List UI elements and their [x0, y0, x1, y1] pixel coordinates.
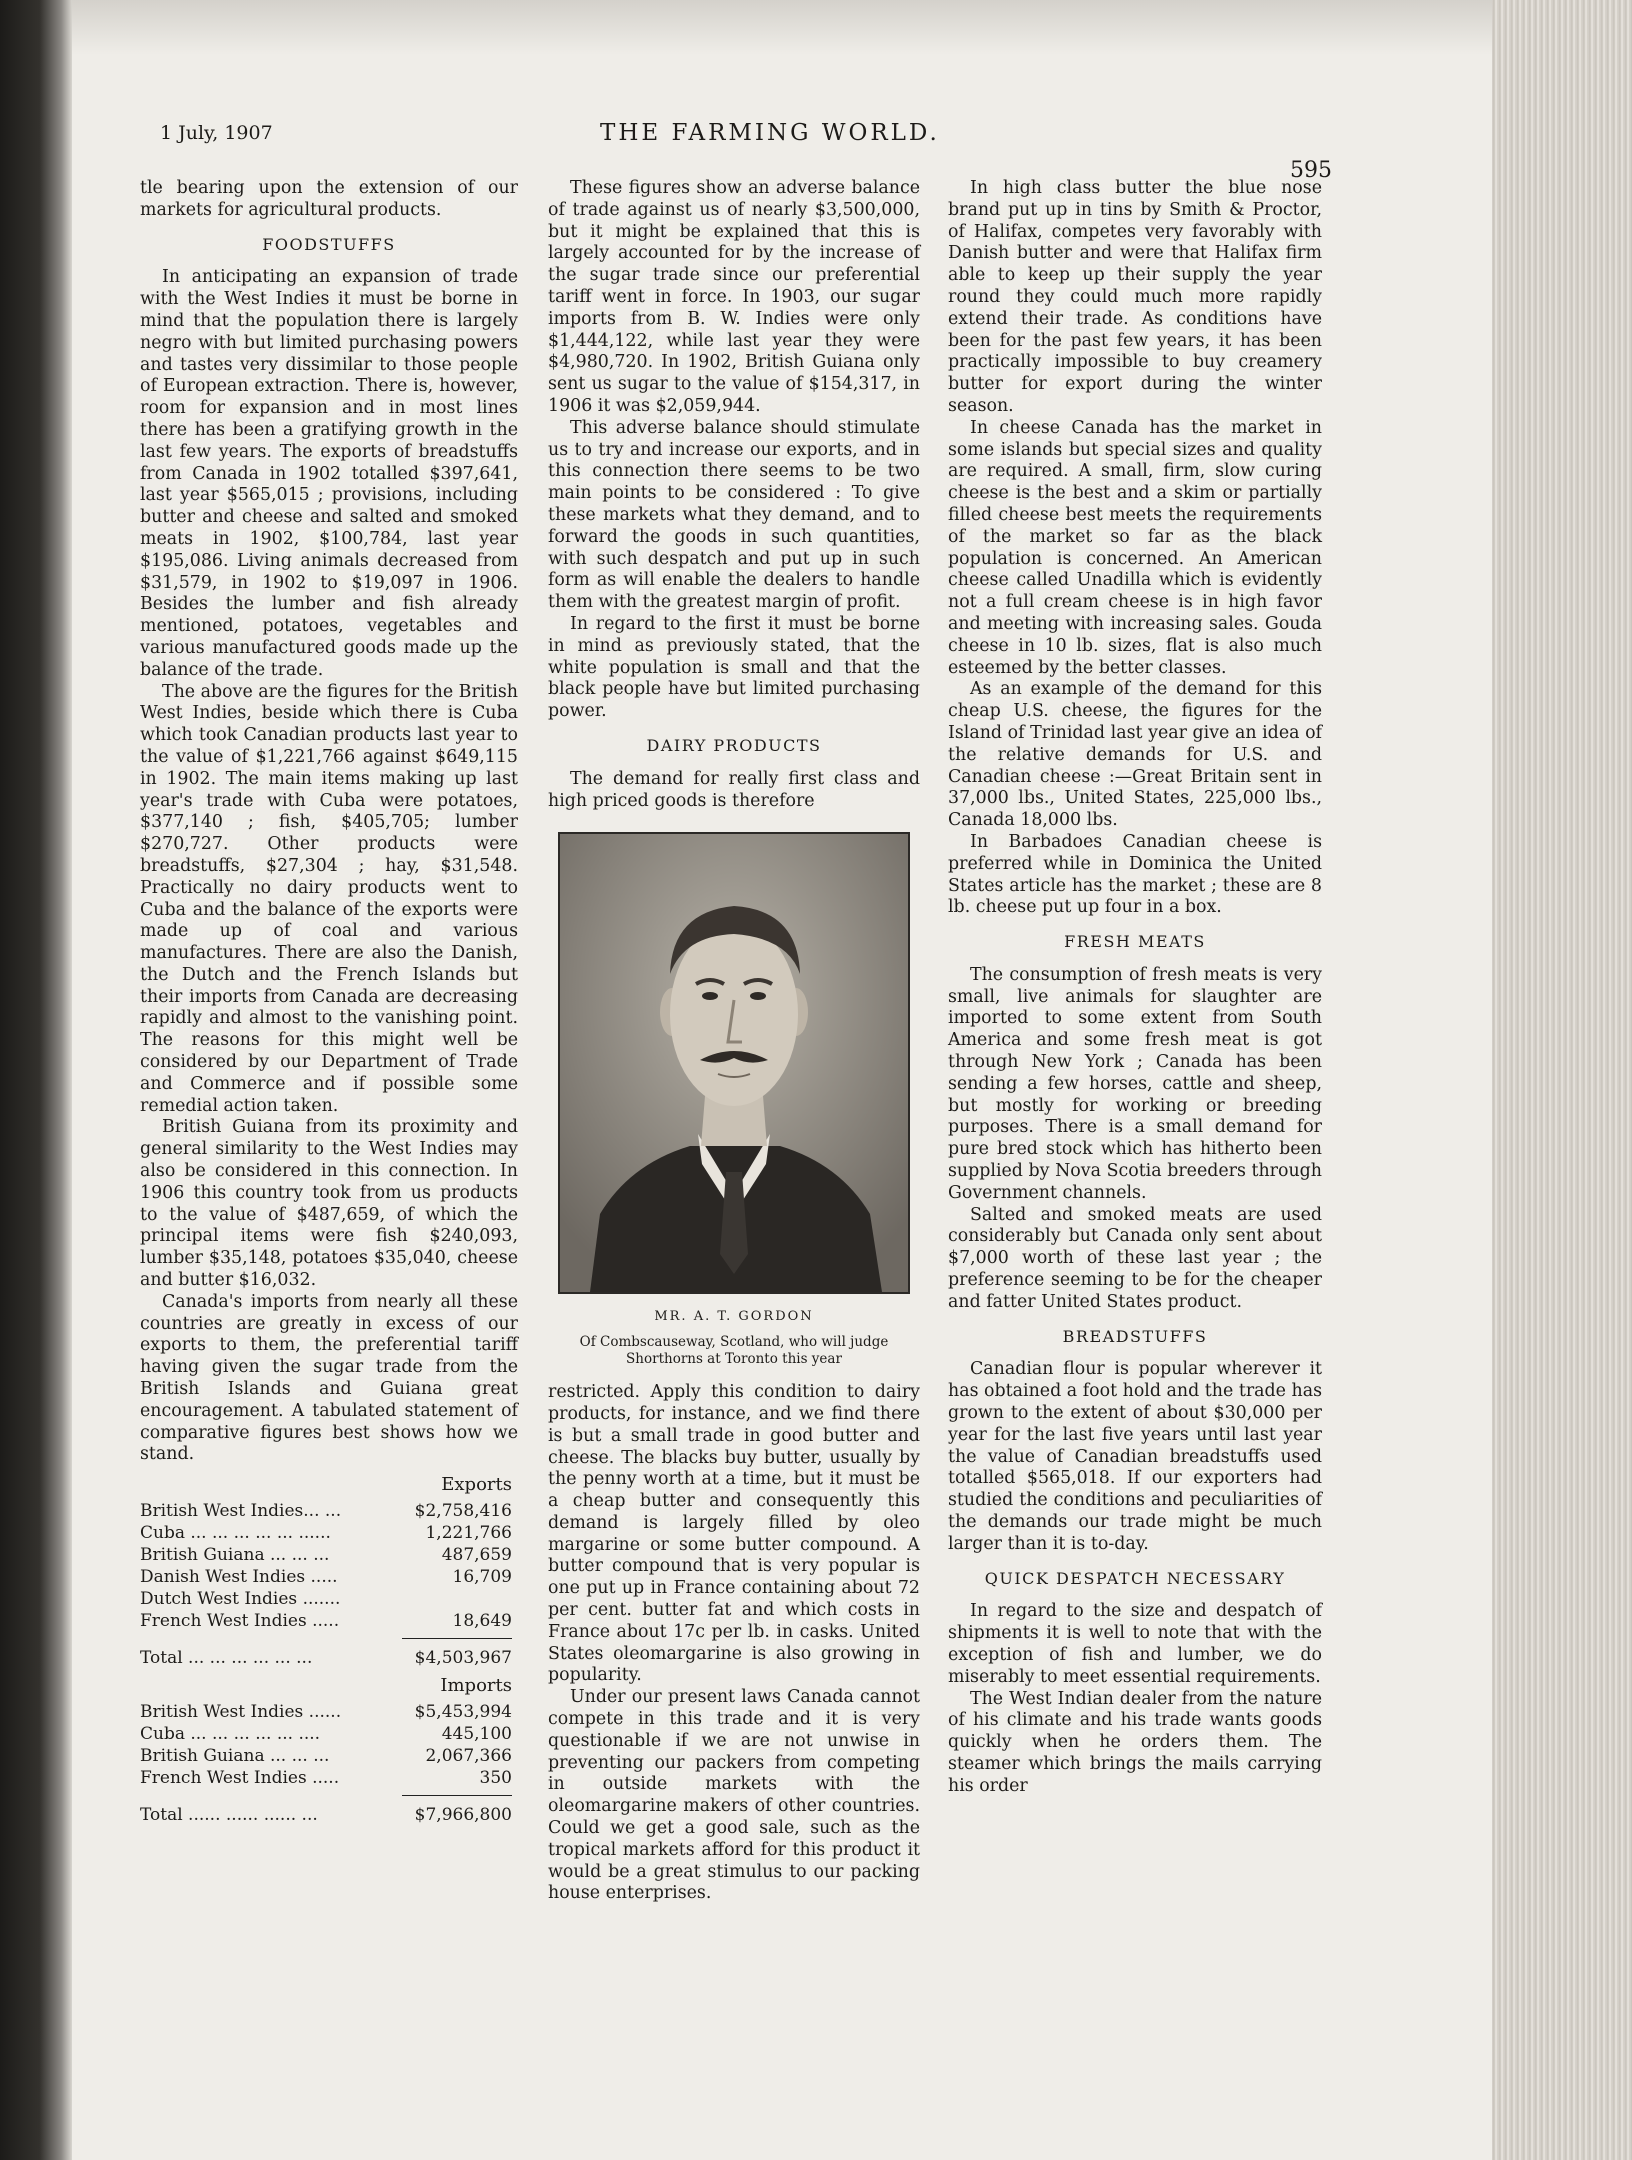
paragraph: This adverse balance should stimulate us to try and increase our exports, and in this connection there seems to be two main points to be considered : To give these markets what they demand, and to forward the goods in such quantities, with such despatch and put up in such form as will enable the dealers to handle them with the greatest margin of profit.	[548, 417, 920, 613]
header-title: THE FARMING WORLD.	[600, 120, 940, 146]
row-label: Total ...... ...... ...... ...	[140, 1805, 318, 1826]
row-label: British West Indies... ...	[140, 1501, 342, 1522]
paragraph: As an example of the demand for this cheap U.S. cheese, the figures for the Island of Trinidad last year give an idea of the relative demands for U.S. and Canadian cheese :—Great Britain sent in 37,000 lbs., United States, 225,000 lbs., Canada 18,000 lbs.	[948, 679, 1322, 831]
column-3	[948, 178, 1322, 1798]
table-row	[140, 1500, 512, 1522]
paragraph: In anticipating an expansion of trade with the West Indies it must be borne in mind that the population there is largely negro with but limited purchasing powers and tastes very dissimilar to those people of European extraction. There is, however, room for expansion and in most lines there has been a gratifying growth in the last few years. The exports of breadstuffs from Canada in 1902 totalled $397,641, last year $565,015 ; provisions, including butter and cheese and salted and smoked meats in 1902, $100,784, last year $195,086. Living animals decreased from $31,579, in 1902 to $19,097 in 1906. Besides the lumber and fish already mentioned, potatoes, vegetables and various manufactured goods made up the balance of the trade.	[140, 267, 518, 680]
paragraph: In high class butter the blue nose brand put up in tins by Smith & Proctor, of Halifax, competes very favorably with Danish butter and were that Halifax firm able to keep up their supply the year round they could much more rapidly extend their trade. As conditions have been for the past few years, it has been practically impossible to buy creamery butter for export during the winter season.	[948, 178, 1322, 416]
trade-comparison-table	[140, 1474, 512, 1826]
page-top-shadow	[72, 0, 1492, 55]
table-row	[140, 1544, 512, 1566]
section-heading-foodstuffs: FOODSTUFFS	[262, 234, 396, 254]
paragraph: restricted. Apply this condition to dairy products, for instance, and we find there is but a small trade in good butter and cheese. The blacks buy butter, usually by the penny worth at a time, but it must be a cheap butter and consequently this demand is largely filled by oleo margarine or some butter compound. A butter compound that is very popular is one put up in France containing about 72 per cent. butter fat and which costs in France about 17c per lb. in casks. United States oleomargarine is also growing in popularity.	[548, 1382, 920, 1686]
paragraph: In Barbadoes Canadian cheese is preferred while in Dominica the United States article has the market ; these are 8 lb. cheese put up four in a box.	[948, 831, 1322, 918]
total-rule	[402, 1795, 512, 1796]
portrait-figure	[548, 832, 920, 1368]
caption-text: Of Combscauseway, Scotland, who will judge Shorthorns at Toronto this year	[579, 1334, 889, 1368]
paragraph: The consumption of fresh meats is very small, live animals for slaughter are imported to some extent from South America and some fresh meat is got through New York ; Canada has been sending a few horses, cattle and sheep, but mostly for working or breeding purposes. There is a small demand for pure bred stock which has hitherto been supplied by Nova Scotia breeders through Government channels.	[948, 964, 1322, 1203]
paragraph: In regard to the first it must be borne in mind as previously stated, that the white population is small and that the black people have but limited purchasing power.	[548, 613, 920, 722]
man-portrait-image	[560, 834, 908, 1292]
table-row	[140, 1610, 512, 1632]
paragraph: In regard to the size and despatch of shipments it is well to note that with the exception of fish and lumber, we do miserably to meet essential requirements.	[948, 1601, 1322, 1687]
row-value	[412, 1588, 512, 1610]
table-row	[140, 1745, 512, 1767]
table-row	[140, 1522, 512, 1544]
paragraph: tle bearing upon the extension of our markets for agricultural products.	[140, 178, 518, 220]
row-value: 1,221,766	[425, 1523, 512, 1544]
paragraph: British Guiana from its proximity and general similarity to the West Indies may also be considered in this connection. In 1906 this country took from us products to the value of $487,659, of which the principal items were fish $240,093, lumber $35,148, potatoes $35,040, cheese and butter $16,032.	[140, 1117, 518, 1291]
row-value: $7,966,800	[414, 1805, 512, 1826]
paragraph: The demand for really first class and high priced goods is therefore	[548, 768, 920, 811]
total-rule	[402, 1638, 512, 1639]
row-label: British Guiana ... ... ...	[140, 1746, 330, 1767]
portrait-photo	[558, 832, 910, 1294]
section-heading-quick-despatch: QUICK DESPATCH NECESSARY	[984, 1568, 1286, 1588]
section-heading-fresh-meats: FRESH MEATS	[1064, 932, 1206, 952]
row-label: Danish West Indies .....	[140, 1567, 338, 1588]
table-row	[140, 1566, 512, 1588]
row-label: British Guiana ... ... ...	[140, 1545, 330, 1566]
page-header	[160, 120, 1332, 183]
section-heading-breadstuffs: BREADSTUFFS	[1062, 1326, 1208, 1346]
row-label: Cuba ... ... ... ... ... ......	[140, 1523, 331, 1544]
row-label: French West Indies .....	[140, 1611, 340, 1632]
section-heading-dairy: DAIRY PRODUCTS	[646, 735, 822, 755]
exports-total-row	[140, 1647, 512, 1669]
row-label: French West Indies .....	[140, 1768, 340, 1789]
row-label: Cuba ... ... ... ... ... ....	[140, 1724, 321, 1745]
row-value: 18,649	[452, 1611, 512, 1632]
paragraph: The West Indian dealer from the nature of his climate and his trade wants goods quickly when he orders them. The steamer which brings the mails carrying his order	[948, 1688, 1322, 1796]
paragraph: Canadian flour is popular wherever it has obtained a foot hold and the trade has grown to the extent of about $30,000 per year for the last five years until last year the value of Canadian breadstuffs used totalled $565,018. If our exporters had studied the conditions and peculiarities of the demands our trade might be much larger than it is to-day.	[948, 1359, 1322, 1554]
row-label: Dutch West Indies .......	[140, 1589, 341, 1610]
paragraph: The above are the figures for the British West Indies, beside which there is Cuba which took Canadian products last year to the value of $1,221,766 against $649,115 in 1902. The main items making up last year's trade with Cuba were potatoes, $377,140 ; fish, $405,705; lumber $270,727. Other products were breadstuffs, $27,304 ; hay, $31,548. Practically no dairy products went to Cuba and the balance of the exports were made up of coal and various manufactures. There are also the Danish, the Dutch and the French Islands but their imports from Canada are decreasing rapidly and almost to the vanishing point. The reasons for this might well be considered by our Department of Trade and Commerce and if possible some remedial action taken.	[140, 681, 518, 1116]
column-2	[548, 178, 920, 1905]
exports-heading: Exports	[441, 1474, 512, 1496]
book-binding-shadow	[0, 0, 72, 2160]
column-1	[140, 178, 518, 1826]
row-value: $5,453,994	[414, 1702, 512, 1723]
row-value: 350	[479, 1768, 512, 1789]
caption-name: MR. A. T. GORDON	[654, 1309, 814, 1325]
row-value: 16,709	[452, 1567, 512, 1588]
row-value: 2,067,366	[425, 1746, 512, 1767]
paragraph: Salted and smoked meats are used considerably but Canada only sent about $7,000 worth of these last year ; the preference seeming to be for the cheaper and fatter United States product.	[948, 1204, 1322, 1312]
table-row	[140, 1767, 512, 1789]
table-row	[140, 1723, 512, 1745]
paragraph: These figures show an adverse balance of trade against us of nearly $3,500,000, but it might be explained that this is largely accounted for by the increase of the sugar trade since our preferential tariff went in force. In 1903, our sugar imports from B. W. Indies were only $1,444,122, while last year they were $4,980,720. In 1902, British Guiana only sent us sugar to the value of $154,317, in 1906 it was $2,059,944.	[548, 178, 920, 416]
imports-heading: Imports	[440, 1675, 512, 1697]
row-label: Total ... ... ... ... ... ...	[140, 1648, 313, 1669]
row-label: British West Indies ......	[140, 1702, 342, 1723]
row-value: $4,503,967	[414, 1648, 512, 1669]
page-stack-edge	[1492, 0, 1632, 2160]
paragraph: Under our present laws Canada cannot compete in this trade and it is very questionable if we are not unwise in preventing our packers from competing in outside markets with the oleomargarine makers of other countries. Could we get a good sale, such as the tropical markets afford for this product it would be a great stimulus to our packing house enterprises.	[548, 1687, 920, 1904]
table-row	[140, 1588, 512, 1610]
paragraph: In cheese Canada has the market in some islands but special sizes and quality are required. A small, firm, slow curing cheese is the best and a skim or partially filled cheese best meets the requirements of the market so far as the black population is concerned. An American cheese called Unadilla which is evidently not a full cream cheese is in high favor and meeting with increasing sales. Gouda cheese in 10 lb. sizes, flat is also much esteemed by the better classes.	[948, 417, 1322, 678]
row-value: 445,100	[441, 1724, 512, 1745]
row-value: 487,659	[441, 1545, 512, 1566]
paragraph: Canada's imports from nearly all these countries are greatly in excess of our exports to them, the preferential tariff having given the sugar trade from the British Islands and Guiana great encouragement. A tabulated statement of comparative figures best shows how we stand.	[140, 1291, 518, 1465]
row-value: $2,758,416	[414, 1501, 512, 1522]
page-number: 595	[1290, 158, 1332, 183]
table-row	[140, 1701, 512, 1723]
header-date: 1 July, 1907	[160, 122, 273, 144]
imports-total-row	[140, 1804, 512, 1826]
